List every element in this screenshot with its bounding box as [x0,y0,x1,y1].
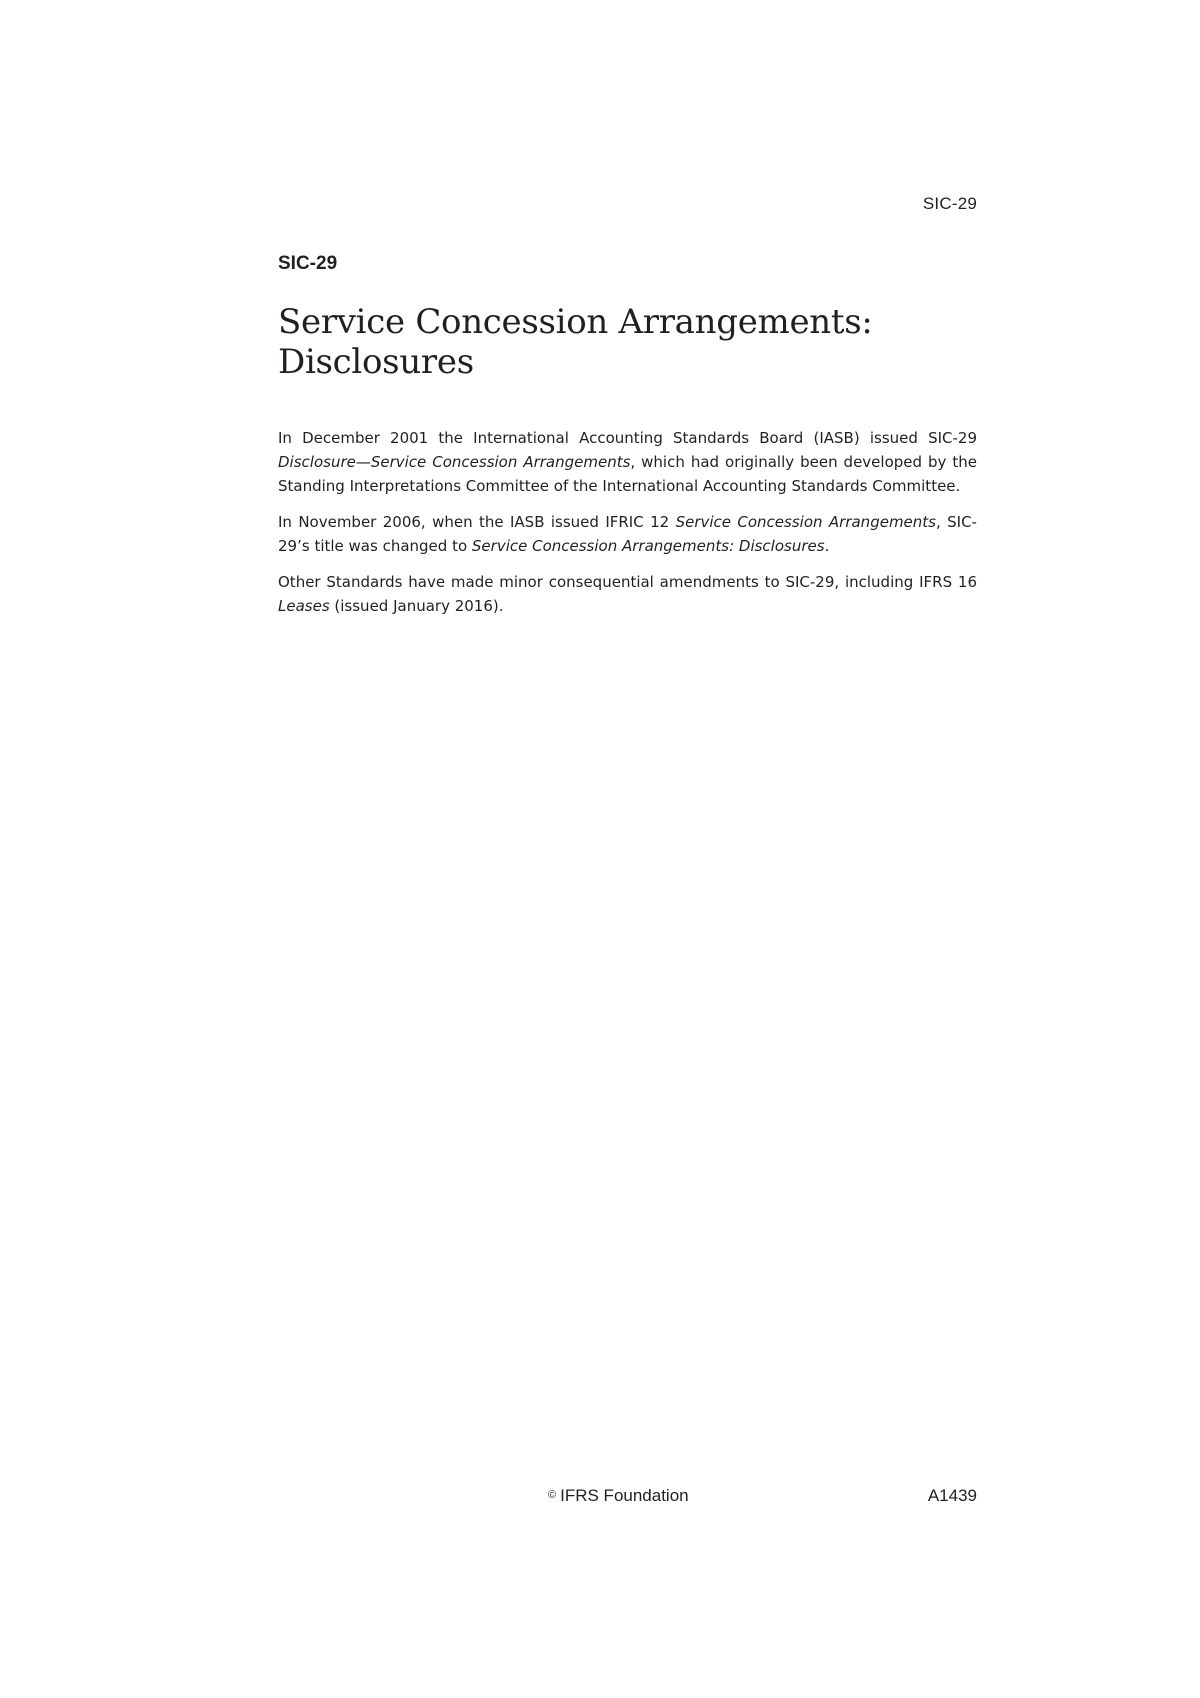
copyright-icon: © [548,1489,557,1501]
paragraph-text: In November 2006, when the IASB issued IFRIC 12 [278,513,676,531]
paragraph-text: . [824,537,830,555]
paragraph-text: In December 2001 the International Accounting Standards Board (IASB) issued SIC-29 [278,429,977,447]
paragraph-text-italic: Leases [278,597,330,615]
introduction-text [278,426,977,630]
paragraph-text: , which had originally been developed by the Standing Interpretations Committee of the International Accounting Standards Committee. [278,453,977,495]
document-code: SIC-29 [278,253,338,274]
running-header: SIC-29 [922,194,977,213]
document-title: Service Concession Arrangements: Disclosures [278,302,873,382]
paragraph [278,510,977,558]
paragraph-text: Other Standards have made minor consequential amendments to SIC-29, including IFRS 16 [278,573,977,591]
paragraph [278,426,977,498]
page-number: A1439 [927,1486,977,1505]
paragraph-text: (issued January 2016). [329,597,504,615]
copyright-text: IFRS Foundation [560,1486,689,1505]
footer-copyright [548,1486,689,1506]
paragraph-text: , SIC-29’s title was changed to [278,513,977,555]
paragraph-text-italic: Disclosure—Service Concession Arrangements [278,453,631,471]
paragraph-text-italic: Service Concession Arrangements [675,513,936,531]
paragraph [278,570,977,618]
paragraph-text-italic: Service Concession Arrangements: Disclosures [471,537,825,555]
